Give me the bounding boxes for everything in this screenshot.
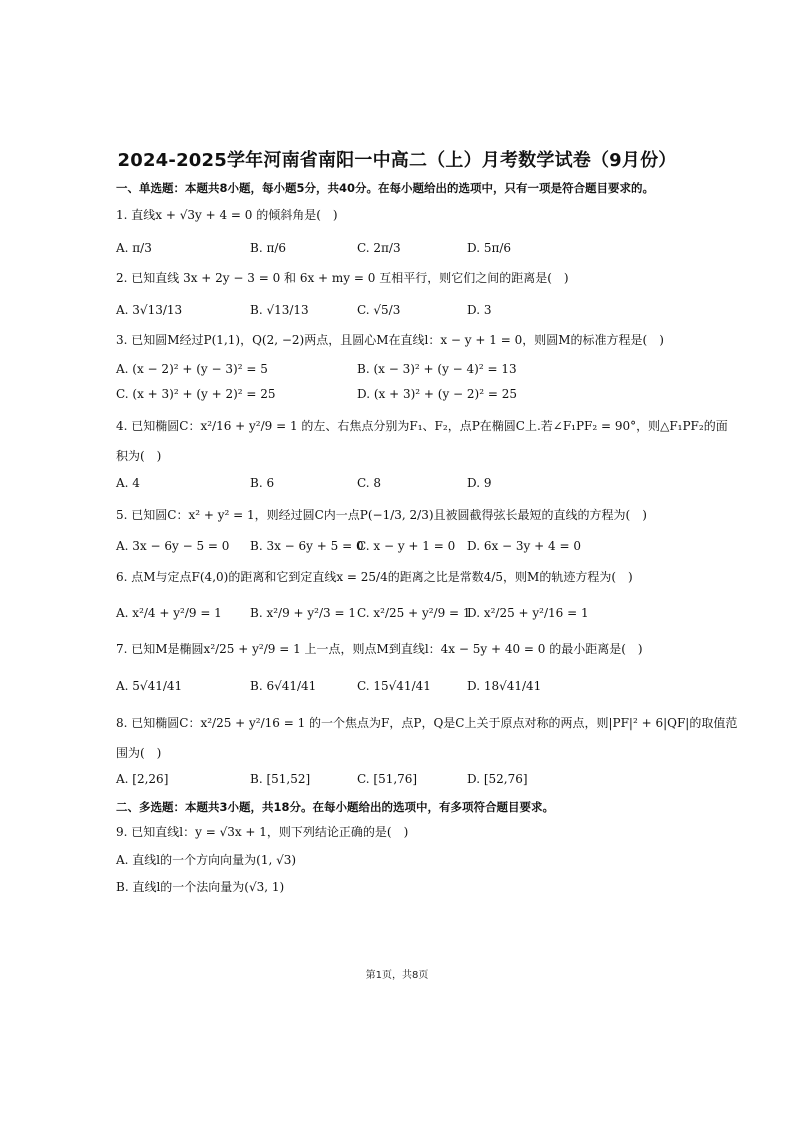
page-footer: 第1页，共8页 xyxy=(365,970,429,981)
question-1-stem: 1. 直线x + √3y + 4 = 0 的倾斜角是( ) xyxy=(116,208,338,222)
question-4-stem-continued: 积为( ) xyxy=(116,449,162,463)
page-title: 2024-2025学年河南省南阳一中高二（上）月考数学试卷（9月份） xyxy=(117,150,677,171)
question-7-option-d: D. 18√41/41 xyxy=(467,679,542,693)
question-7-stem: 7. 已知M是椭圆x²/25 + y²/9 = 1 上一点，则点M到直线l：4x − 5y + 40 = 0 的最小距离是( ) xyxy=(116,642,643,656)
question-3-option-b: B. (x − 3)² + (y − 4)² = 13 xyxy=(357,362,517,376)
question-9-option-a: A. 直线l的一个方向向量为(1, √3) xyxy=(116,853,297,867)
question-5-stem: 5. 已知圆C：x² + y² = 1，则经过圆C内一点P(−1/3, 2/3)且被圆截得弦长最短的直线的方程为( ) xyxy=(116,508,647,522)
question-3-option-a: A. (x − 2)² + (y − 3)² = 5 xyxy=(116,362,268,376)
section-heading-single-choice: 一、单选题：本题共8小题，每小题5分，共40分。在每小题给出的选项中，只有一项是符合题目要求的。 xyxy=(116,181,655,195)
question-4-option-b: B. 6 xyxy=(250,476,275,490)
question-8-option-a: A. [2,26] xyxy=(116,772,169,786)
question-3-stem: 3. 已知圆M经过P(1,1)，Q(2, −2)两点，且圆心M在直线l：x − y + 1 = 0，则圆M的标准方程是( ) xyxy=(116,333,664,347)
question-2-option-a: A. 3√13/13 xyxy=(116,303,183,317)
question-8-option-b: B. [51,52] xyxy=(250,772,311,786)
question-2-option-c: C. √5/3 xyxy=(357,303,401,317)
question-2-option-d: D. 3 xyxy=(467,303,492,317)
question-5-option-c: C. x − y + 1 = 0 xyxy=(357,539,456,553)
question-7-option-c: C. 15√41/41 xyxy=(357,679,431,693)
question-4-option-a: A. 4 xyxy=(116,476,140,490)
question-4-stem: 4. 已知椭圆C：x²/16 + y²/9 = 1 的左、右焦点分别为F₁、F₂，点P在椭圆C上.若∠F₁PF₂ = 90°，则△F₁PF₂的面 xyxy=(116,419,728,433)
question-1-option-b: B. π/6 xyxy=(250,241,287,255)
question-8-option-d: D. [52,76] xyxy=(467,772,528,786)
question-9-option-b: B. 直线l的一个法向量为(√3, 1) xyxy=(116,880,285,894)
question-6-option-d: D. x²/25 + y²/16 = 1 xyxy=(467,606,589,620)
section-heading-multiple-choice: 二、多选题：本题共3小题，共18分。在每小题给出的选项中，有多项符合题目要求。 xyxy=(116,800,555,814)
question-2-stem: 2. 已知直线 3x + 2y − 3 = 0 和 6x + my = 0 互相平行，则它们之间的距离是( ) xyxy=(116,271,569,285)
question-7-option-a: A. 5√41/41 xyxy=(116,679,183,693)
question-8-stem: 8. 已知椭圆C：x²/25 + y²/16 = 1 的一个焦点为F，点P，Q是C上关于原点对称的两点，则|PF|² + 6|QF|的取值范 xyxy=(116,716,738,730)
question-4-option-d: D. 9 xyxy=(467,476,492,490)
question-1-option-d: D. 5π/6 xyxy=(467,241,512,255)
question-5-option-d: D. 6x − 3y + 4 = 0 xyxy=(467,539,581,553)
question-3-option-d: D. (x + 3)² + (y − 2)² = 25 xyxy=(357,387,517,401)
question-1-option-a: A. π/3 xyxy=(116,241,152,255)
question-2-option-b: B. √13/13 xyxy=(250,303,309,317)
question-1-option-c: C. 2π/3 xyxy=(357,241,401,255)
question-4-option-c: C. 8 xyxy=(357,476,382,490)
question-5-option-a: A. 3x − 6y − 5 = 0 xyxy=(116,539,230,553)
question-6-option-c: C. x²/25 + y²/9 = 1 xyxy=(357,606,471,620)
question-8-option-c: C. [51,76] xyxy=(357,772,418,786)
question-9-stem: 9. 已知直线l：y = √3x + 1，则下列结论正确的是( ) xyxy=(116,825,409,839)
question-8-stem-continued: 围为( ) xyxy=(116,746,162,760)
question-6-option-b: B. x²/9 + y²/3 = 1 xyxy=(250,606,356,620)
question-7-option-b: B. 6√41/41 xyxy=(250,679,317,693)
question-5-option-b: B. 3x − 6y + 5 = 0 xyxy=(250,539,364,553)
question-3-option-c: C. (x + 3)² + (y + 2)² = 25 xyxy=(116,387,276,401)
question-6-option-a: A. x²/4 + y²/9 = 1 xyxy=(116,606,222,620)
question-6-stem: 6. 点M与定点F(4,0)的距离和它到定直线x = 25/4的距离之比是常数4/5，则M的轨迹方程为( ) xyxy=(116,570,633,584)
